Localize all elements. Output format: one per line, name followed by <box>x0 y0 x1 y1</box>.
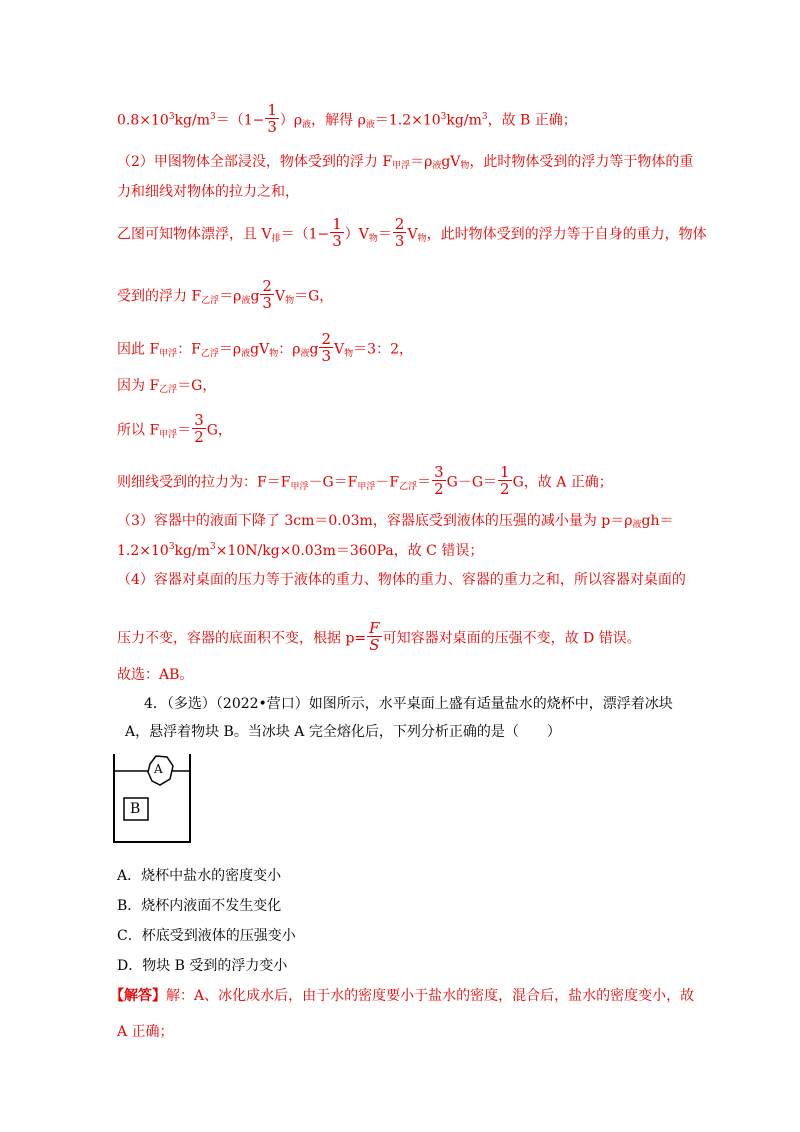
fraction: $\frac{2}{3}$ <box>321 330 332 365</box>
solution-line-10: （3）容器中的液面下降了 3cm＝0.03m，容器底受到液体的压强的减小量为 $p=\rho_液gh=$ <box>117 513 674 530</box>
fraction: $\frac{1}{3}$ <box>267 101 277 136</box>
solution-line-2: （2）甲图物体全部浸没，物体受到的浮力 $F_{甲浮}=\rho_液gV_物$，此时物体受到的浮力等于物体的重 <box>117 154 694 171</box>
answer-line: 故选：AB。 <box>117 667 194 683</box>
option-a: A．烧杯中盐水的密度变小 <box>117 868 282 884</box>
ice-block-label: A <box>154 762 163 776</box>
solution-line-3: 力和细线对物体的拉力之和， <box>117 184 299 200</box>
solution-line-4: 乙图可知物体漂浮，且 $V_排=(1-$ $\frac{1}{3}$ ）$V_物=$ $\frac{2}{3}$ $V_物$，此时物体受到的浮力等于自身的重力，物体 <box>117 215 707 250</box>
block-b-label: B <box>130 801 141 817</box>
solution-line-5: 受到的浮力 $F_{乙浮}=\rho_液g$ $\frac{2}{3}$ $V_物=G$， <box>117 277 334 312</box>
question-line-1: 4．（多选）（2022•营口）如图所示，水平桌面上盛有适量盐水的烧杯中，漂浮着冰块 <box>144 696 673 712</box>
solution-line-1: $0.8\times 10^3kg/m^3=(1-$ $\frac{1}{3}$ ）$\rho_液$，解得 $\rho_液=1.2\times 10^3kg/m^3$，故 B 正确； <box>117 101 577 136</box>
fraction: $\frac{2}{3}$ <box>262 277 272 312</box>
analysis-line-1: 【解答】解：A、冰化成水后，由于水的密度要小于盐水的密度，混合后，盐水的密度变小，故 <box>110 988 695 1004</box>
fraction: $\frac{1}{2}$ <box>500 463 510 498</box>
option-b: B．烧杯内液面不发生变化 <box>117 898 282 914</box>
beaker-diagram <box>110 752 194 844</box>
fraction: $\frac{1}{3}$ <box>332 215 342 250</box>
option-d: D．物块 B 受到的浮力变小 <box>117 958 288 974</box>
solution-line-7: 因为 $F_{乙浮}=G$， <box>117 378 217 395</box>
solution-line-13: 压力不变，容器的底面积不变，根据 p= $\frac{F}{S}$ 可知容器对桌面的压强不变，故 D 错误。 <box>117 619 641 654</box>
solution-line-9: 则细线受到的拉力为：$F=F_{甲浮}-G=F_{甲浮}-F_{乙浮}=$ $\frac{3}{2}$ G－G＝ $\frac{1}{2}$ G，故 A 正确； <box>117 463 613 498</box>
analysis-tag: 【解答】 <box>110 988 166 1004</box>
solution-line-6: 因此 $F_{甲浮}$：$F_{乙浮}=\rho_液gV_物$：$\rho_液g$ $\frac{2}{3}$ $V_物=3$：2， <box>117 330 413 365</box>
beaker-figure <box>110 752 194 844</box>
analysis-line-2: A 正确； <box>117 1024 174 1040</box>
fraction: $\frac{F}{S}$ <box>369 619 380 654</box>
solution-line-12: （4）容器对桌面的压力等于液体的重力、物体的重力、容器的重力之和，所以容器对桌面的 <box>117 572 686 588</box>
fraction: $\frac{2}{3}$ <box>394 215 405 250</box>
fraction: $\frac{3}{2}$ <box>194 411 204 446</box>
question-line-2: A，悬浮着物块 B。当冰块 A 完全熔化后，下列分析正确的是（ ） <box>125 724 561 740</box>
solution-line-8: 所以 $F_{甲浮}=$ $\frac{3}{2}$ G， <box>117 411 232 446</box>
solution-line-11: $1.2\times 10^3kg/m^3\times 10N/kg\times 0.03m=360Pa$，故 C 错误； <box>117 542 484 559</box>
option-c: C．杯底受到液体的压强变小 <box>117 928 296 944</box>
fraction: $\frac{3}{2}$ <box>434 463 444 498</box>
